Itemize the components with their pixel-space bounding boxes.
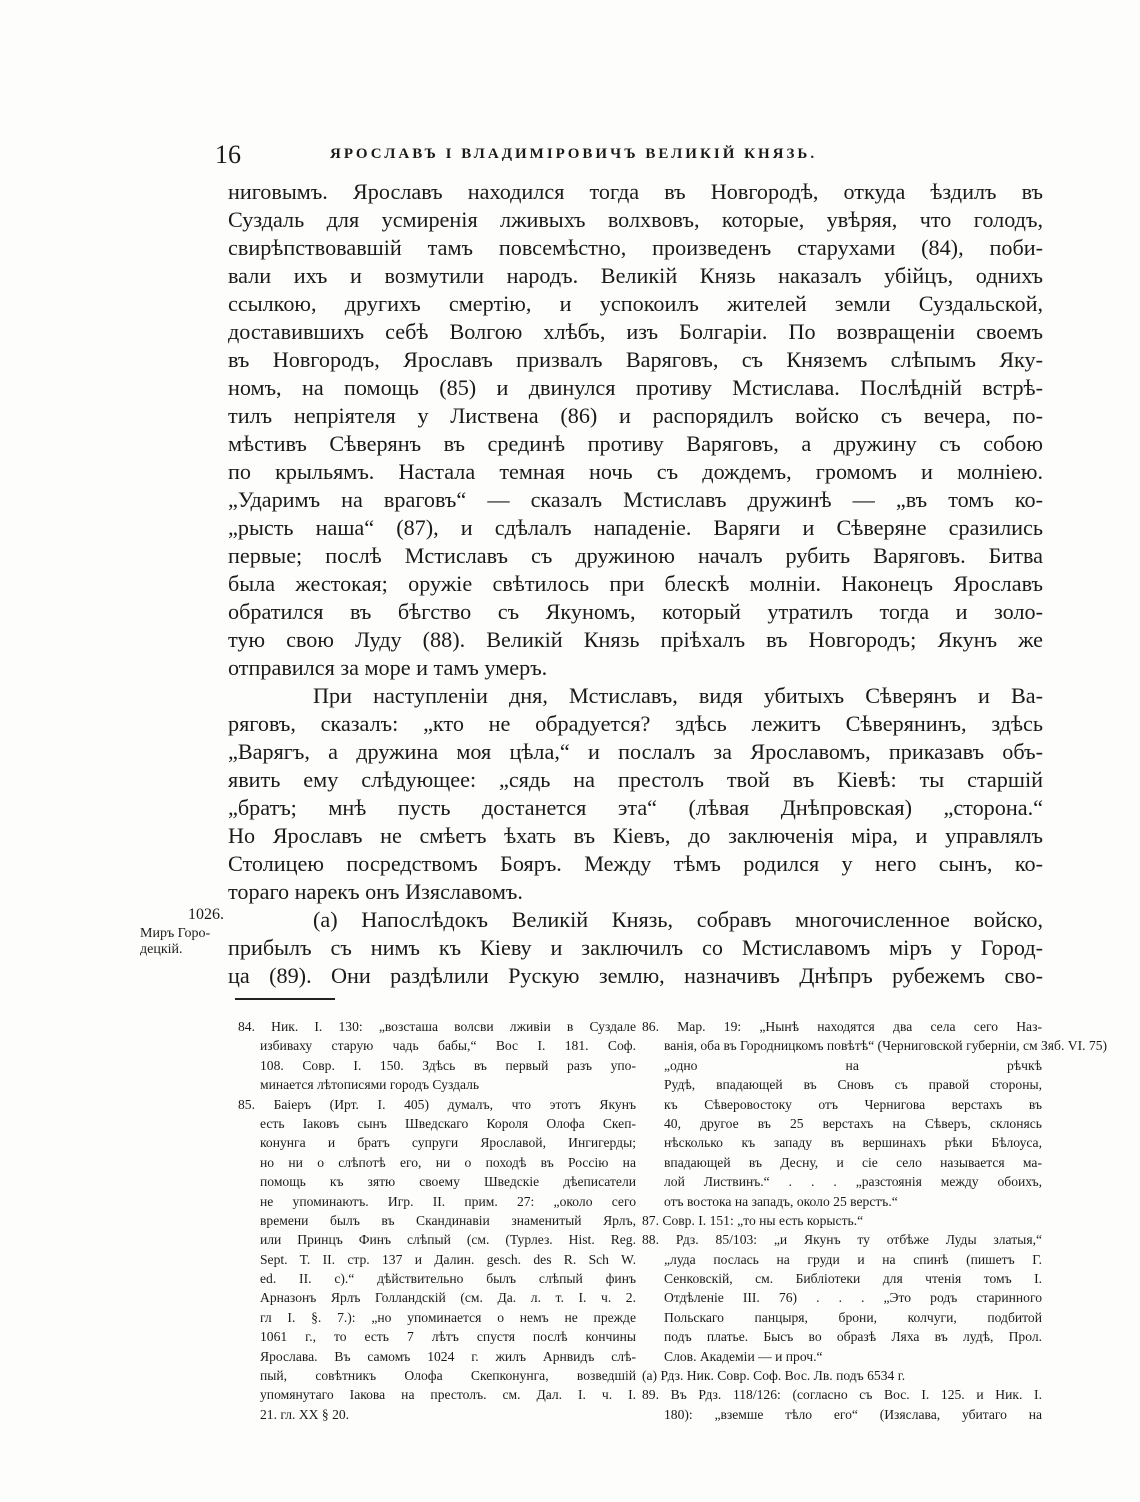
text-line: по крыльямъ. Настала темная ночь съ дождемъ, громомъ и молніею.: [228, 459, 1043, 484]
text-line: прибылъ съ нимъ къ Кіеву и заключилъ со Мстиславомъ міръ у Город-: [228, 935, 1043, 960]
footnote-line: ed. II. с).“ дѣйствительно былъ слѣпый финъ: [260, 1271, 636, 1287]
footnotes-left-column: [238, 1017, 636, 1424]
footnote-line: „луда послась на груди и на спинѣ (пишетъ Г.: [664, 1251, 1042, 1267]
footnote-line: Sept. T. II. стр. 137 и Далин. gesch. des R. Sch W.: [260, 1251, 636, 1267]
footnote-line: но ни о слѣпотѣ его, ни о походѣ въ Россію на: [260, 1154, 636, 1170]
footnote-line: 88. Рдз. 85/103: „и Якунъ ту отбѣже Луды златыя,“: [642, 1232, 1042, 1248]
text-line: Но Ярославъ не смѣетъ ѣхать въ Кіевъ, до заключенія міра, и управлялъ: [228, 823, 1043, 848]
text-line: тую свою Луду (88). Великій Князь пріѣхалъ въ Новгородъ; Якунъ же: [228, 627, 1043, 652]
text-line: При наступленіи дня, Мстиславъ, видя убитыхъ Сѣверянъ и Ва-: [313, 683, 1043, 708]
footnote-line: помощь къ зятю своему Шведскіе дѣеписатели: [260, 1174, 636, 1190]
text-line: ца (89). Они раздѣлили Рускую землю, назначивъ Днѣпръ рубежемъ сво-: [228, 963, 1043, 988]
footnote-line: пый, совѣтникъ Олофа Скепконунга, возведшій: [260, 1368, 636, 1384]
text-line: ряговъ, сказалъ: „кто не обрадуется? здѣсь лежитъ Сѣверянинъ, здѣсь: [228, 711, 1043, 736]
footnote-line: подъ платье. Бысъ во образѣ Ляха въ лудѣ, Прол.: [664, 1329, 1042, 1345]
footnote-line: конунга и братъ супруги Ярославой, Ингигерды;: [260, 1135, 636, 1151]
footnote-line: ванія, оба въ Городницкомъ повѣтѣ“ (Черниговской губерніи, см Зяб. VI. 75): [664, 1038, 1108, 1054]
footnote-line: 85. Баіеръ (Ирт. I. 405) думалъ, что этотъ Якунъ: [238, 1096, 636, 1112]
text-line: номъ, на помощь (85) и двинулся противу Мстислава. Послѣдній встрѣ-: [228, 375, 1043, 400]
text-line: первые; послѣ Мстиславъ съ дружиною началъ рубить Варяговъ. Битва: [228, 543, 1043, 568]
footnote-line: избиваху старую чадь бабы,“ Вос I. 181. Соф.: [260, 1038, 636, 1054]
footnote-line: 86. Мар. 19: „Нынѣ находятся два села сего Наз-: [642, 1019, 1042, 1034]
text-line: въ Новгородъ, Ярославъ призвалъ Варяговъ, съ Княземъ слѣпымъ Яку-: [228, 347, 1043, 372]
footnote-line: Рудѣ, впадающей въ Сновъ съ правой стороны,: [664, 1077, 1042, 1093]
text-line: „Ударимъ на враговъ“ — сказалъ Мстиславъ дружинѣ — „въ томъ ко-: [228, 487, 1043, 512]
footnotes-right-column: [642, 1017, 1108, 1424]
footnote-line: Отдѣленіе III. 76) . . . „Это родъ старинного: [664, 1290, 1042, 1306]
footnote-line: 40, другое въ 25 верстахъ на Сѣверъ, склонясь: [664, 1115, 1042, 1131]
footnote-line: минается лѣтописями городъ Суздаль: [260, 1077, 480, 1093]
text-line: обратился въ бѣгство съ Якуномъ, который утратилъ тогда и золо-: [228, 599, 1043, 624]
footnote-line: 87. Совр. I. 151: „то ны есть корысть.“: [642, 1212, 864, 1228]
text-line: была жестокая; оружіе свѣтилось при блескѣ молніи. Наконецъ Ярославъ: [228, 571, 1043, 596]
footnote-line: Ярослава. Въ самомъ 1024 г. жилъ Арнвидъ слѣ-: [260, 1348, 636, 1364]
main-text: [228, 178, 1043, 990]
footnote-line: 180): „вземше тѣло его“ (Изяслава, убитаго на: [664, 1406, 1042, 1422]
footnote-line: времени былъ въ Скандинавіи знаменитый Ярлъ,: [260, 1212, 636, 1228]
footnote-line: отъ востока на западъ, около 25 верстъ.“: [664, 1193, 898, 1209]
text-line: тилъ непріятеля у Листвена (86) и распорядилъ войско съ вечера, по-: [228, 403, 1043, 428]
footnote-line: Сенковскій, см. Библіотеки для чтенія томъ I.: [664, 1271, 1042, 1287]
footnote-line: 84. Ник. I. 130: „возсташа волсви лживіи в Суздале: [238, 1019, 636, 1034]
footnote-line: Польскаго панцыря, брони, колчуги, подбитой: [664, 1309, 1042, 1325]
text-line: ссылкою, другихъ смертію, и успокоилъ жителей земли Суздальской,: [228, 291, 1043, 316]
text-line: вали ихъ и возмутили народъ. Великій Князь наказалъ убійцъ, однихъ: [228, 263, 1043, 288]
footnote-rule: [235, 998, 335, 1000]
footnote-line: 108. Совр. I. 150. Здѣсь въ первый разъ упо-: [260, 1057, 636, 1073]
text-line: отправился за море и тамъ умеръ.: [228, 655, 548, 680]
text-line: свирѣпствовавшій тамъ повсемѣстно, произведенъ старухами (84), поби-: [228, 235, 1043, 260]
text-line: (а) Напослѣдокъ Великій Князь, собравъ многочисленное войско,: [313, 907, 1043, 932]
text-line: Столицею посредствомъ Бояръ. Между тѣмъ родился у него сынъ, ко-: [228, 851, 1043, 876]
text-line: доставившихъ себѣ Волгою хлѣбъ, изъ Болгаріи. По возвращеніи своемъ: [228, 319, 1043, 344]
footnote-line: 21. гл. XX § 20.: [260, 1406, 350, 1422]
margin-label-line: децкій.: [140, 942, 183, 957]
footnote-line: гл I. §. 7.): „но упоминается о немъ не прежде: [260, 1309, 636, 1325]
page-header: [215, 140, 935, 176]
footnote-line: или Принцъ Финъ слѣпый (см. (Турлез. Hist. Reg.: [260, 1232, 636, 1248]
footnote-line: впадающей въ Десну, и сіе село называется ма-: [664, 1154, 1042, 1170]
running-head: ЯРОСЛАВЪ І ВЛАДИМІРОВИЧЪ ВЕЛИКІЙ КНЯЗЬ.: [330, 146, 818, 162]
margin-note: [140, 904, 232, 958]
footnote-line: упомянутаго Іакова на престолъ. см. Дал. I. ч. I.: [260, 1387, 636, 1403]
text-line: явить ему слѣдующее: „сядь на престолъ твой въ Кіевѣ: ты старшій: [228, 767, 1043, 792]
footnote-line: лой Листвинъ.“ . . . „разстоянія между обоихъ,: [664, 1174, 1042, 1190]
footnote-line: 89. Въ Рдз. 118/126: (согласно съ Вос. I. 125. и Ник. I.: [642, 1387, 1042, 1403]
text-line: „рысть наша“ (87), и сдѣлалъ нападеніе. Варяги и Сѣверяне сразились: [228, 515, 1043, 540]
margin-year: 1026.: [188, 906, 224, 923]
footnote-line: не упоминаютъ. Игр. II. прим. 27: „около сего: [260, 1193, 636, 1209]
margin-label-line: Миръ Горо-: [140, 926, 211, 941]
page-number: 16: [215, 140, 241, 169]
footnote-line: Слов. Академіи — и проч.“: [664, 1348, 823, 1364]
footnote-line: есть Іаковъ сынъ Шведскаго Короля Олофа Скеп-: [260, 1115, 636, 1131]
footnote-line: Арназонъ Ярлъ Голландскій (см. Да. л. т. I. ч. 2.: [260, 1290, 636, 1306]
text-line: тораго нарекъ онъ Изяславомъ.: [228, 879, 523, 904]
text-line: Суздаль для усмиренія лживыхъ волхвовъ, которые, увѣряя, что голодъ,: [228, 207, 1043, 232]
footnote-line: (а) Рдз. Ник. Совр. Соф. Вос. Лв. подъ 6534 г.: [642, 1368, 906, 1384]
footnote-line: нѣсколько къ западу въ вершинахъ рѣки Бѣлоуса,: [664, 1135, 1042, 1151]
text-line: мѣстивъ Сѣверянъ въ срединѣ противу Варяговъ, а дружину съ собою: [228, 431, 1043, 456]
text-line: „братъ; мнѣ пусть достанется эта“ (лѣвая Днѣпровская) „сторона.“: [228, 795, 1043, 820]
footnote-line: 1061 г., то есть 7 лѣтъ спустя послѣ кончины: [260, 1329, 636, 1345]
footnote-line: „одно на рѣчкѣ: [664, 1057, 1042, 1073]
text-line: „Варягъ, а дружина моя цѣла,“ и послалъ за Ярославомъ, приказавъ объ-: [228, 739, 1043, 764]
text-line: ниговымъ. Ярославъ находился тогда въ Новгородѣ, откуда ѣздилъ въ: [228, 179, 1043, 204]
footnote-line: къ Сѣверовостоку отъ Чернигова верстахъ въ: [664, 1096, 1042, 1112]
